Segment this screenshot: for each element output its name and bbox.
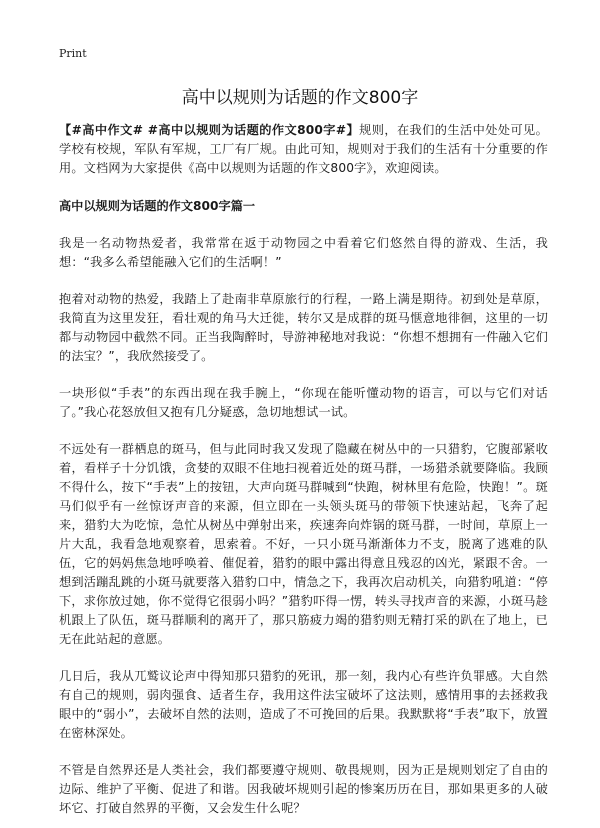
section-heading: 高中以规则为话题的作文800字篇一 (59, 199, 256, 213)
intro-paragraph (59, 121, 548, 178)
intro-tag: 【#高中作文# #高中以规则为话题的作文800字#】 (59, 123, 360, 137)
paragraph-3: 一块形似“手表”的东西出现在我手腕上，“你现在能听懂动物的语言，可以与它们对话了。”我心花怒放但又抱有几分疑惑，急切地想试一试。 (59, 386, 548, 419)
paragraph-2: 抱着对动物的热爱，我踏上了赴南非草原旅行的行程，一路上满是期待。初到处是草原，我简直为这里发狂，看壮观的角马大迁徙，转尔又是成群的斑马惬意地徘徊，这里的一切都与动物园中截然不同。正当我陶醉时，导游神秘地对我说：“你想不想拥有一件融入它们的法宝？”，我欣然接受了。 (59, 292, 548, 363)
article-body (59, 121, 548, 818)
print-link[interactable]: Print (59, 47, 87, 60)
paragraph-6: 不管是自然界还是人类社会，我们都要遵守规则、敬畏规则，因为正是规则划定了自由的边际、维护了平衡、促进了和谐。因我破坏规则引起的惨案历历在目，那如果更多的人破坏它、打破自然界的平衡，又会发生什么呢？ (59, 763, 548, 815)
intro-text: 规则，在我们的生活中处处可见。学校有校规，军队有军规，工厂有厂规。由此可知，规则对于我们的生活有十分重要的作用。文档网为大家提供《高中以规则为话题的作文800字》，欢迎阅读。 (59, 123, 549, 175)
paragraph-1: 我是一名动物热爱者，我常常在返于动物园之中看着它们悠然自得的游戏、生活，我想：“我多么希望能融入它们的生活啊！” (59, 236, 548, 269)
paragraph-5: 几日后，我从兀鹫议论声中得知那只猎豹的死讯，那一刻，我内心有些许负罪感。大自然有自己的规则，弱肉强食、适者生存，我用这件法宝破坏了这法则，感情用事的去拯救我眼中的“弱小”，去破坏自然的法则，造成了不可挽回的后果。我默默将“手表”取下，放置在密林深处。 (59, 669, 548, 740)
page-title: 高中以规则为话题的作文800字 (181, 88, 419, 108)
paragraph-4: 不远处有一群栖息的斑马，但与此同时我又发现了隐藏在树丛中的一只猎豹，它腹部紧收着，看样子十分饥饿，贪婪的双眼不住地扫视着近处的斑马群，一场猎杀就要降临。我顾不得什么，按下“手表”上的按钮，大声向斑马群喊到“快跑，树林里有危险，快跑！”。斑马们似乎有一丝惊讶声音的来源，但立即在一头领头斑马的带领下快速站起，飞奔了起来，猎豹大为吃惊，急忙从树丛中弹射出来，疾速奔向炸锅的斑马群，一时间，草原上一片大乱，我看急地观察着，思索着。不好，一只小斑马渐渐体力不支，脱离了逃难的队伍，它的妈妈焦急地呼唤着、催促着，猎豹的眼中露出得意且残忍的凶光，紧跟不舍。一想到活蹦乱跳的小斑马就要落入猎豹口中，情急之下，我再次启动机关，向猎豹吼道：“停下，求你放过她，你不觉得它很弱小吗？”猎豹吓得一愣，转头寻找声音的来源，小斑马趁机跟上了队伍，斑马群顺利的离开了，那只筋疲力竭的猎豹则无精打采的趴在了地上，已无在此站起的意愿。 (59, 442, 548, 646)
